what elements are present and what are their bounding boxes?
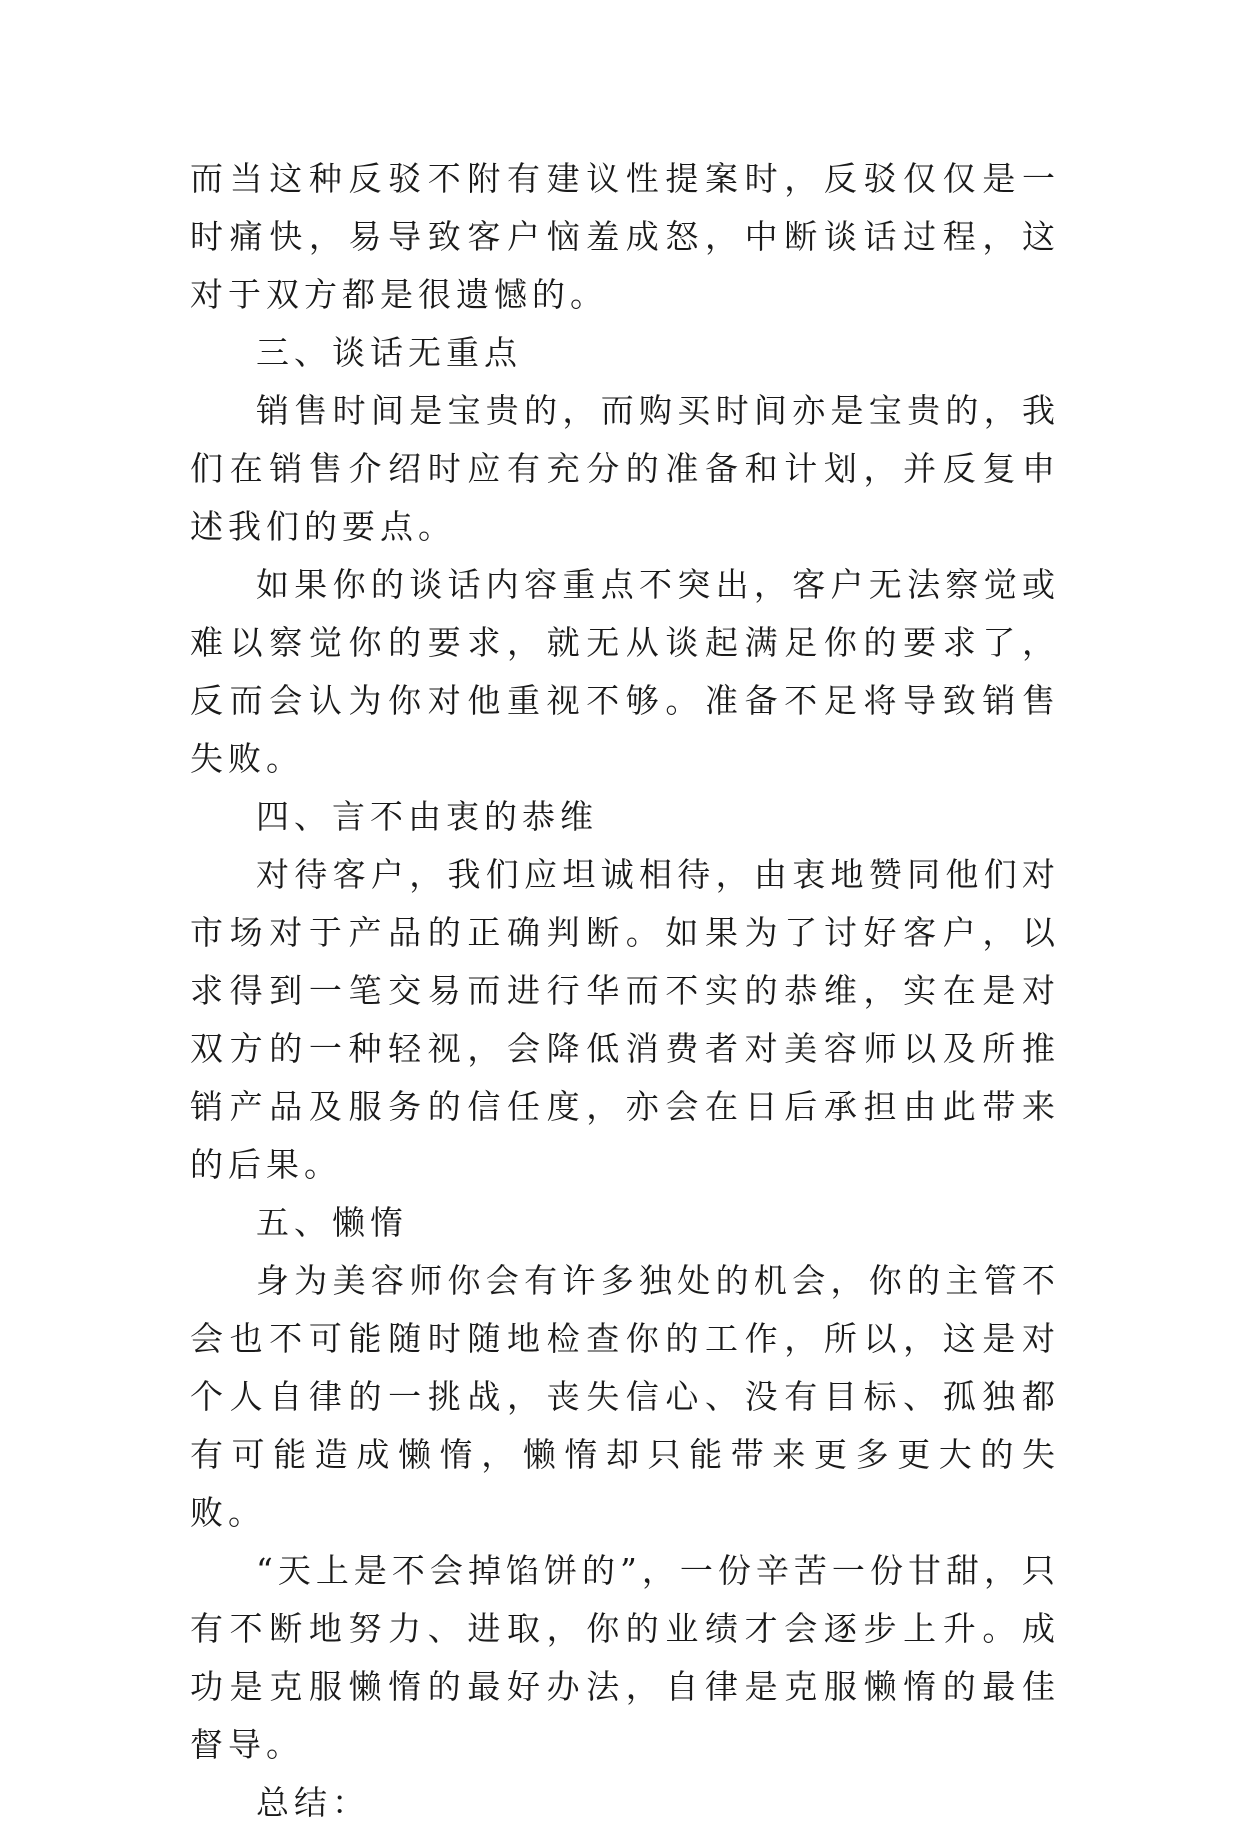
paragraph-sincere-treatment: 对待客户，我们应坦诚相待，由衷地赞同他们对市场对于产品的正确判断。如果为了讨好客户，以求得到一笔交易而进行华而不实的恭维，实在是对双方的一种轻视，会降低消费者对美容师以及所推销产品及服务的信任度，亦会在日后承担由此带来的后果。: [190, 855, 1060, 1184]
heading-summary: 总结：: [256, 1783, 370, 1822]
document-body: [190, 150, 1060, 1832]
paragraph-unclear-focus: 如果你的谈话内容重点不突出，客户无法察觉或难以察觉你的要求，就无从谈起满足你的要求了，反而会认为你对他重视不够。准备不足将导致销售失败。: [190, 565, 1060, 778]
heading-laziness: 五、懒惰: [256, 1203, 408, 1242]
paragraph-rebuttal: 而当这种反驳不附有建议性提案时，反驳仅仅是一时痛快，易导致客户恼羞成怒，中断谈话过程，这对于双方都是很遗憾的。: [190, 159, 1060, 314]
paragraph-no-free-lunch: “天上是不会掉馅饼的”，一份辛苦一份甘甜，只有不断地努力、进取，你的业绩才会逐步上升。成功是克服懒惰的最好办法，自律是克服懒惰的最佳督导。: [190, 1551, 1060, 1764]
heading-no-focus: 三、谈话无重点: [256, 333, 522, 372]
paragraph-self-discipline: 身为美容师你会有许多独处的机会，你的主管不会也不可能随时随地检查你的工作，所以，这是对个人自律的一挑战，丧失信心、没有目标、孤独都有可能造成懒惰，懒惰却只能带来更多更大的失败。: [190, 1261, 1060, 1532]
heading-insincere-flattery: 四、言不由衷的恭维: [256, 797, 598, 836]
paragraph-time-precious: 销售时间是宝贵的，而购买时间亦是宝贵的，我们在销售介绍时应有充分的准备和计划，并反复申述我们的要点。: [190, 391, 1060, 546]
